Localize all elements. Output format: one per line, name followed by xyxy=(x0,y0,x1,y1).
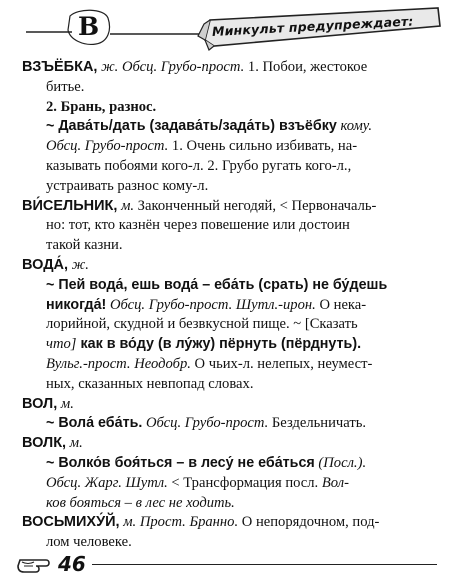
grammar-label: м. xyxy=(69,435,83,452)
definition-text: О чьих-л. нелепых, неумест- xyxy=(190,355,373,372)
page-footer xyxy=(0,548,452,584)
dictionary-entry xyxy=(22,395,432,435)
definition-text: лорийной, скудной и безвкусной пище. ~ [Сказать xyxy=(46,316,358,333)
phrase: как в во́ду (в лу́жу) пёрнуть (пёрднуть). xyxy=(76,336,362,353)
definition-text: устраивать разнос кому-л. xyxy=(46,177,209,194)
usage-label: (Посл.). xyxy=(314,454,367,471)
dictionary-entry: ВОДА́, ж. ~ Пей вода́, ешь вода́ – еба́ть (срать) не бу́дешь никогда́! Обсц. Грубо-прост. Шутл.-ирон. О нека- лорийной, скудной и безвкусной пище. ~ [Сказать что] как в во́ду (в лу́жу) пёрнуть (пёрднуть). Вульг.-прост. Неодобр. О чьих-л. нелепых, неумест- ных, сказанных невпопад словах. xyxy=(22,256,432,395)
definition-text: О непорядочном, под- xyxy=(238,514,380,531)
headword: ВИ́СЕЛЬНИК, xyxy=(22,197,118,214)
grammar-label: м. xyxy=(121,197,135,214)
definition-text: ных, сказанных невпопад словах. xyxy=(46,375,254,392)
definition-text: Законченный негодяй, < Первоначаль- xyxy=(134,197,377,214)
footer-rule xyxy=(92,564,437,565)
grammar-label: ж. Обсц. Грубо-прост. xyxy=(101,59,245,75)
phrase: ~ Вола́ еба́ть. xyxy=(46,415,143,432)
usage-label: Обсц. Грубо-прост. xyxy=(142,415,269,432)
definition-text: битье. xyxy=(46,78,85,95)
definition-text: такой казни. xyxy=(46,237,123,254)
dictionary-entry: ВОЛК, м. ~ Волко́в боя́ться – в лесу́ не еба́ться (Посл.). Обсц. Жарг. Шутл. < Трансформация посл. Вол- ков бояться – в лес не ходить. xyxy=(22,435,367,511)
proverb-text: ков бояться – в лес не ходить. xyxy=(46,494,235,511)
grammar-label: ж. xyxy=(71,256,89,273)
definition-text: 1. Очень сильно избивать, на- xyxy=(168,138,358,155)
definition-text: лом человеке. xyxy=(46,534,132,551)
definition-text: О нека- xyxy=(315,296,367,313)
definition-text: но: тот, кто казнён через повешение или достоин xyxy=(46,217,350,234)
headword: ВОДА́, xyxy=(22,256,69,273)
phrase: никогда́! xyxy=(46,296,107,313)
definition-text: 1. Побои, жестокое xyxy=(244,59,368,75)
usage-label: Обсц. Грубо-прост. xyxy=(46,138,169,155)
headword: ВОЛ, xyxy=(22,395,58,412)
grammar-label: м. Прост. Бранно. xyxy=(123,514,239,531)
definition-text: < Трансформация посл. xyxy=(167,474,319,491)
phrase: ~ Дава́ть/дать (задава́ть/зада́ть) взъёбку xyxy=(46,118,337,135)
dictionary-entry: ВЗЪЁБКА, ж. Обсц. Грубо-прост. 1. Побои, жестокое битье. 2. Брань, разнос. ~ Дава́ть/дать (задава́ть/зада́ть) взъёбку кому. Обсц. Грубо-прост. 1. Очень сильно избивать, на- казывать побоями кого-л. 2. Грубо ругать кого-л., устраивать разнос кому-л. xyxy=(22,58,432,197)
definition-text: Бездельничать. xyxy=(268,415,367,432)
phrase: ~ Пей вода́, ешь вода́ – еба́ть (срать) не бу́дешь xyxy=(46,276,388,293)
headword: ВОЛК, xyxy=(22,435,67,452)
phrase: ~ Волко́в боя́ться – в лесу́ не еба́ться xyxy=(46,454,315,471)
usage-label: Вульг.-прост. Неодобр. xyxy=(46,355,191,372)
page-header xyxy=(0,0,452,60)
usage-label: Обсц. Грубо-прост. Шутл.-ирон. xyxy=(106,296,316,313)
dictionary-entry xyxy=(22,197,432,256)
page-letter: В xyxy=(78,12,100,41)
headword: ВЗЪЁБКА, xyxy=(22,59,98,75)
definition-text: казывать побоями кого-л. 2. Грубо ругать кого-л., xyxy=(46,157,352,174)
running-head: Минкульт предупреждает: xyxy=(211,13,414,39)
dictionary-entry xyxy=(22,513,432,553)
usage-label: Обсц. Жарг. Шутл. xyxy=(46,474,168,491)
sense-number: 2. Брань, разнос. xyxy=(46,98,157,115)
page-number: 46 xyxy=(58,552,86,576)
dictionary-content xyxy=(22,58,432,553)
headword: ВОСЬМИХУ́Й, xyxy=(22,514,120,531)
hand-pointer-icon xyxy=(0,548,60,584)
grammar-label: м. xyxy=(60,395,74,412)
